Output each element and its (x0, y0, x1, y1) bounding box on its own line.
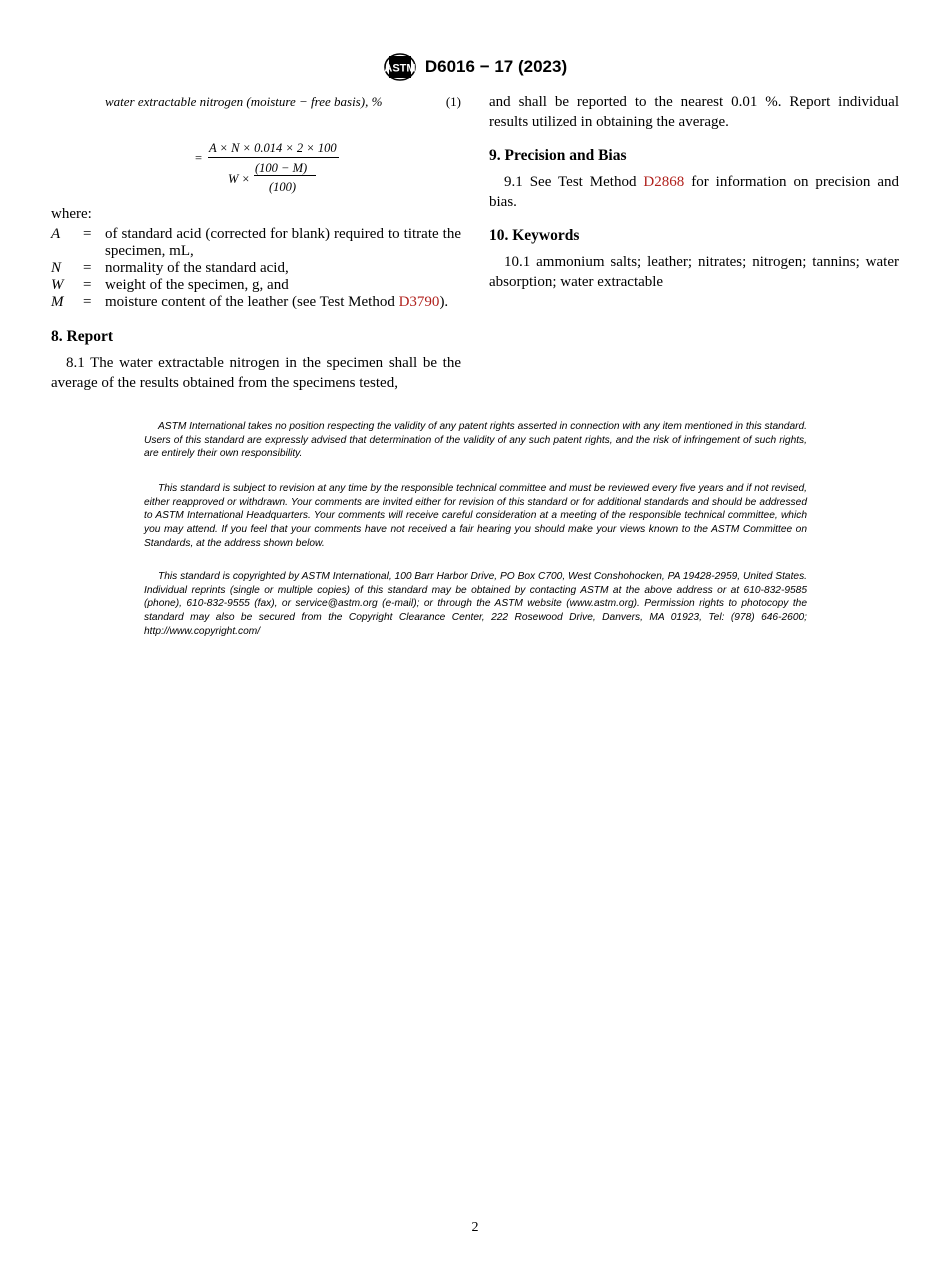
section-heading-report: 8. Report (51, 328, 113, 345)
equation-label-row (105, 92, 461, 112)
definition-row (51, 294, 461, 311)
symbol: N (51, 260, 62, 276)
inner-fraction-bar (254, 175, 316, 176)
definition-row (51, 226, 461, 260)
d2868-link[interactable]: D2868 (643, 174, 685, 190)
page-number: 2 (471, 1220, 479, 1235)
standard-designation: D6016 − 17 (2023) (424, 57, 568, 76)
equation-inner-numerator: (100 − M) (255, 161, 308, 175)
d3790-link[interactable]: D3790 (398, 294, 440, 310)
variable-definitions (51, 226, 461, 311)
precision-text-after: for information on precision and bias. (489, 174, 900, 210)
equals-sign: = (83, 226, 92, 242)
definition-text (105, 294, 461, 311)
footer-notice-copyright (144, 570, 807, 639)
report-paragraph-continued: and shall be reported to the nearest 0.01 %. Report individual results utilized in obtaining the average. (489, 94, 899, 130)
equation-numerator: A × N × 0.014 × 2 × 100 (209, 141, 337, 155)
equation-equals: = (195, 151, 203, 165)
precision-paragraph (489, 172, 899, 212)
equation-inner-denominator: (100) (269, 180, 297, 194)
equals-sign: = (83, 294, 92, 310)
astm-logo (383, 52, 417, 82)
left-column (51, 92, 461, 393)
precision-text-before: 9.1 See Test Method (504, 174, 644, 190)
section-heading-keywords: 10. Keywords (489, 227, 580, 244)
revision-notice: This standard is subject to revision at any time by the responsible technical committee and must be reviewed every five years and if not revised, either reapproved or withdrawn. Your comments are invited either for revision of this standard or for additional standards and should be addressed to ASTM International Headquarters. Your comments will receive careful consideration at a meeting of the responsible technical committee, which you may attend. If you feel that your comments have not received a fair hearing you should make your views known to the ASTM Committee on Standards, at the address shown below. (144, 483, 807, 549)
definition-text: weight of the specimen, g, and (105, 277, 289, 293)
keywords-paragraph: 10.1 ammonium salts; leather; nitrates; nitrogen; tannins; water absorption; water extractable (489, 254, 899, 290)
equation (51, 112, 461, 204)
report-paragraph: 8.1 The water extractable nitrogen in the specimen shall be the average of the results obtained from the specimens tested, (51, 355, 461, 391)
definition-text-before: moisture content of the leather (see Test Method (105, 294, 399, 310)
right-column (489, 92, 899, 292)
section-heading-precision: 9. Precision and Bias (489, 147, 627, 164)
equals-sign: = (83, 277, 92, 293)
definition-text: of standard acid (corrected for blank) required to titrate the specimen, mL, (105, 226, 461, 259)
footer-notice-patent (144, 420, 807, 461)
definition-text: normality of the standard acid, (105, 260, 289, 276)
definition-text-after: ). (439, 294, 449, 310)
symbol: M (51, 294, 64, 310)
svg-text:ASTM: ASTM (384, 62, 416, 75)
copyright-notice: This standard is copyrighted by ASTM International, 100 Barr Harbor Drive, PO Box C700, West Conshohocken, PA 19428-2959, United States. Individual reprints (single or multiple copies) of this standard may be obtained by contacting ASTM at the above address or at 610-832-9585 (phone), 610-832-9555 (fax), or service@astm.org (e-mail); or through the ASTM website (www.astm.org). Permission rights to photocopy the standard may also be secured from the Copyright Clearance Center, 222 Rosewood Drive, Danvers, MA 01923, Tel: (978) 646-2600; http://www.copyright.com/ (144, 571, 807, 637)
page-header (0, 52, 950, 87)
patent-notice: ASTM International takes no position respecting the validity of any patent rights asserted in connection with any item mentioned in this standard. Users of this standard are expressly advised that determination of the validity of any such patent rights, and the risk of infringement of such rights, are entirely their own responsibility. (144, 421, 807, 460)
equation-number: (1) (445, 94, 461, 109)
equation-denominator-prefix: W × (228, 172, 250, 186)
footer-notice-revision (144, 482, 807, 551)
where-intro: where: (51, 206, 92, 222)
definition-row (51, 260, 461, 277)
symbol: W (51, 277, 64, 293)
equation-label: water extractable nitrogen (moisture − free basis), % (105, 94, 383, 109)
definition-row (51, 277, 461, 294)
equals-sign: = (83, 260, 92, 276)
symbol: A (51, 226, 61, 242)
